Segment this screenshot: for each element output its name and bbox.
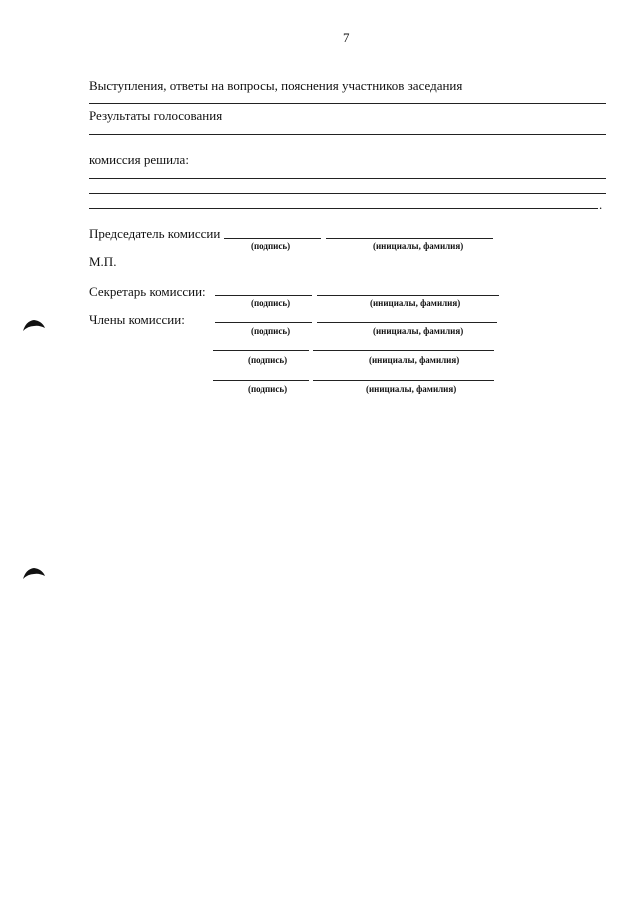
member-1-name-line <box>317 322 497 323</box>
commission-decided-label: комиссия решила: <box>89 152 189 167</box>
member-3-name-line <box>313 380 494 381</box>
punch-hole-mark-icon <box>22 567 46 581</box>
member-1-name-caption: (инициалы, фамилия) <box>373 326 464 336</box>
decision-line-1 <box>89 178 606 179</box>
member-2-signature-line <box>213 350 309 351</box>
chairman-signature-line <box>224 238 321 239</box>
member-1-signature-line <box>215 322 312 323</box>
voting-results-line <box>89 134 606 135</box>
page-number: 7 <box>343 30 350 45</box>
secretary-signature-line <box>215 295 312 296</box>
decision-end-dot: . <box>599 197 603 212</box>
chairman-label: Председатель комиссии <box>89 226 221 241</box>
member-2-signature-caption: (подпись) <box>248 355 288 365</box>
secretary-signature-caption: (подпись) <box>251 298 291 308</box>
secretary-name-line <box>317 295 499 296</box>
seal-label: М.П. <box>89 254 117 269</box>
punch-hole-mark-icon <box>22 319 46 333</box>
chairman-signature-caption: (подпись) <box>251 241 291 251</box>
chairman-name-line <box>326 238 493 239</box>
speeches-heading: Выступления, ответы на вопросы, пояснения участников заседания <box>89 78 463 93</box>
member-1-signature-caption: (подпись) <box>251 326 291 336</box>
secretary-label: Секретарь комиссии: <box>89 284 206 299</box>
member-3-signature-caption: (подпись) <box>248 384 288 394</box>
member-2-name-caption: (инициалы, фамилия) <box>369 355 460 365</box>
chairman-name-caption: (инициалы, фамилия) <box>373 241 464 251</box>
member-3-name-caption: (инициалы, фамилия) <box>366 384 457 394</box>
voting-results-label: Результаты голосования <box>89 108 223 123</box>
members-label: Члены комиссии: <box>89 312 185 327</box>
secretary-name-caption: (инициалы, фамилия) <box>370 298 461 308</box>
member-3-signature-line <box>213 380 309 381</box>
member-2-name-line <box>313 350 494 351</box>
decision-line-3 <box>89 208 598 209</box>
decision-line-2 <box>89 193 606 194</box>
speeches-line <box>89 103 606 104</box>
